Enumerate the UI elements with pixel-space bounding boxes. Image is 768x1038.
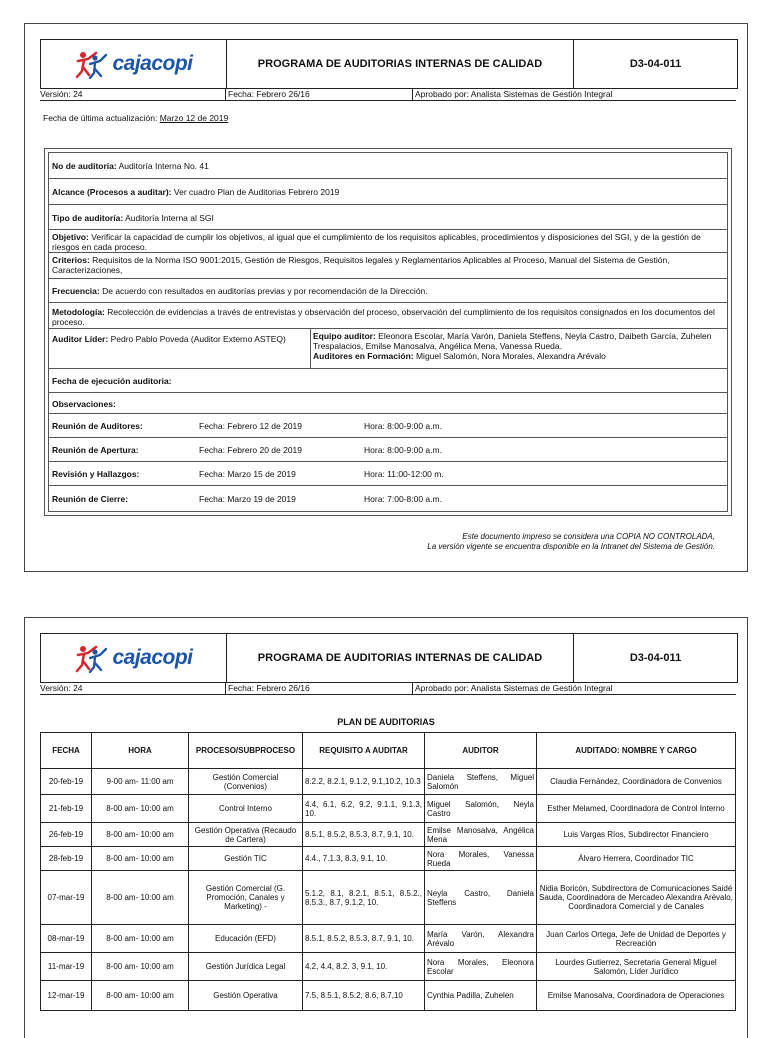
table-cell: Lourdes Gutierrez, Secretaria General Miguel Salomón, Líder Jurídico: [537, 953, 736, 981]
table-cell: 8-00 am- 10:00 am: [92, 981, 189, 1011]
table-header-row: [41, 733, 736, 769]
table-cell: 4.4, 6.1, 6.2, 9.2, 9.1.1, 9.1.3, 10.: [303, 795, 425, 823]
table-row: [41, 925, 736, 953]
audit-objective-row: Objetivo: Verificar la capacidad de cumplir los objetivos, al igual que el cumplimiento de los requisitos aplicables, procedimientos y disposiciones del SGI, y de la gestión de riesgos en cada proceso.: [49, 230, 727, 253]
table-cell: Juan Carlos Ortega, Jefe de Unidad de Deportes y Recreación: [537, 925, 736, 953]
table-cell: Gestión Operativa (Recaudo de Cartera): [189, 823, 303, 847]
version: Versión: 24: [40, 683, 83, 693]
table-cell: 12-mar-19: [41, 981, 92, 1011]
table-cell: 8-00 am- 10:00 am: [92, 953, 189, 981]
table-cell: Álvaro Herrera, Coordinador TIC: [537, 847, 736, 871]
last-update-value: Marzo 12 de 2019: [159, 113, 229, 123]
table-cell: Gestión Comercial (G. Promoción, Canales y Marketing) -: [189, 871, 303, 925]
column-header: HORA: [92, 733, 189, 769]
audit-team-row: Auditor Líder: Pedro Pablo Poveda (Auditor Externo ASTEQ) Equipo auditor: Eleonora Escolar, María Varón, Daniela Steffens, Neyla Castro, Daibeth García, Zuhelen Trespalacios, Emilse Manosalva, Angélica Mena, Vanessa Rueda. Auditores en Formación: Miguel Salomón, Nora Morales, Alexandra Arévalo: [49, 329, 727, 369]
table-cell: Neyla Castro, Daniela Steffens: [425, 871, 537, 925]
meeting-row: Revisión y Hallazgos: Fecha: Marzo 15 de 2019 Hora: 11:00-12:00 m.: [49, 462, 727, 486]
table-cell: Gestión Jurídica Legal: [189, 953, 303, 981]
table-cell: Nidia Boricón, Subdirectora de Comunicaciones Saidé Sauda, Coordinadora de Mercadeo Alexandra Arévalo, Coordinadora Comercial y de Canales: [537, 871, 736, 925]
column-header: AUDITADO: NOMBRE Y CARGO: [537, 733, 736, 769]
fecha: Fecha: Febrero 26/16: [225, 88, 310, 100]
column-header: PROCESO/SUBPROCESO: [189, 733, 303, 769]
audit-methodology-row: Metodología: Recolección de evidencias a través de entrevistas y observación del proceso, observación del cumplimiento de los requisitos consignados en los documentos del proceso.: [49, 303, 727, 329]
table-cell: 5.1.2, 8.1, 8.2.1, 8.5.1, 8.5.2., 8.5.3., 8.7, 9.1.2, 10.: [303, 871, 425, 925]
table-cell: 8-00 am- 10:00 am: [92, 795, 189, 823]
meeting-row: Reunión de Cierre: Fecha: Marzo 19 de 2019 Hora: 7:00-8:00 a.m.: [52, 494, 442, 504]
table-cell: Control Interno: [189, 795, 303, 823]
table-cell: 7.5, 8.5.1, 8.5.2, 8.6, 8.7,10: [303, 981, 425, 1011]
table-cell: 9-00 am- 11:00 am: [92, 769, 189, 795]
table-cell: 4.4., 7.1.3, 8.3, 9.1, 10.: [303, 847, 425, 871]
table-cell: 11-mar-19: [41, 953, 92, 981]
audit-type-row: Tipo de auditoría: Auditoría Interna al SGI: [49, 205, 727, 230]
aprobado: Aprobado por: Analista Sistemas de Gestión Integral: [412, 88, 613, 100]
table-cell: 8.5.1, 8.5.2, 8.5.3, 8.7, 9.1, 10.: [303, 925, 425, 953]
table-cell: Esther Melamed, Coordinadora de Control Interno: [537, 795, 736, 823]
table-cell: Miguel Salomón, Neyla Castro: [425, 795, 537, 823]
table-cell: Nora Morales, Vanessa Rueda: [425, 847, 537, 871]
audit-plan-table: [40, 732, 736, 1011]
fecha: Fecha: Febrero 26/16: [225, 682, 310, 694]
audit-observations-row: Observaciones:: [49, 393, 727, 414]
table-cell: Gestión Comercial (Convenios): [189, 769, 303, 795]
table-cell: Emilse Manosalva, Angélica Mena: [425, 823, 537, 847]
table-cell: 8.5.1, 8.5.2, 8.5.3, 8.7, 9.1, 10.: [303, 823, 425, 847]
aprobado: Aprobado por: Analista Sistemas de Gestión Integral: [412, 682, 613, 694]
table-cell: Emilse Manosalva, Coordinadora de Operaciones: [537, 981, 736, 1011]
column-header: AUDITOR: [425, 733, 537, 769]
version: Versión: 24: [40, 89, 83, 99]
table-cell: 21-feb-19: [41, 795, 92, 823]
table-cell: 8-00 am- 10:00 am: [92, 925, 189, 953]
people-logo-icon: [74, 49, 110, 79]
table-cell: Daniela Steffens, Miguel Salomón: [425, 769, 537, 795]
company-logo: [41, 634, 227, 682]
audit-criteria-row: Criterios: Requisitos de la Norma ISO 9001:2015, Gestión de Riesgos, Requisitos legales y Reglamentarios Aplicables al Proceso, Manual del Sistema de Gestión, Caracterizaciones,: [49, 253, 727, 279]
document-subheader: [40, 88, 736, 101]
table-cell: Gestión Operativa: [189, 981, 303, 1011]
document-title: PROGRAMA DE AUDITORIAS INTERNAS DE CALIDAD: [227, 634, 574, 682]
table-cell: Nora Morales, Eleonora Escolar: [425, 953, 537, 981]
table-cell: Educación (EFD): [189, 925, 303, 953]
document-page-1: [24, 23, 748, 572]
document-header: [40, 633, 738, 683]
logo-text: cajacopi: [112, 52, 193, 75]
table-cell: María Varón, Alexandra Arévalo: [425, 925, 537, 953]
plan-title: PLAN DE AUDITORIAS: [337, 717, 435, 727]
people-logo-icon: [74, 643, 110, 673]
table-cell: Cynthia Padilla, Zuhelen: [425, 981, 537, 1011]
document-code: D3-04-011: [629, 652, 682, 664]
table-row: [41, 795, 736, 823]
document-subheader: [40, 682, 736, 695]
document-code: D3-04-011: [629, 58, 682, 70]
table-cell: 8.2.2, 8.2.1, 9.1.2, 9.1,10.2, 10.3: [303, 769, 425, 795]
column-header: REQUISITO A AUDITAR: [303, 733, 425, 769]
audit-scope-row: Alcance (Procesos a auditar): Ver cuadro Plan de Auditorias Febrero 2019: [49, 179, 727, 205]
company-logo: [41, 40, 227, 88]
table-cell: Gestión TIC: [189, 847, 303, 871]
table-row: [41, 871, 736, 925]
table-cell: 8-00 am- 10:00 am: [92, 823, 189, 847]
meeting-row: Reunión de Apertura: Fecha: Febrero 20 de 2019 Hora: 8:00-9:00 a.m.: [49, 438, 727, 462]
table-row: [41, 981, 736, 1011]
table-cell: Luis Vargas Ríos, Subdirector Financiero: [537, 823, 736, 847]
table-cell: 28-feb-19: [41, 847, 92, 871]
audit-frequency-row: Frecuencia: De acuerdo con resultados en auditorías previas y por recomendación de la Dirección.: [49, 279, 727, 303]
table-row: [41, 769, 736, 795]
last-update: Fecha de última actualización: Marzo 12 de 2019: [43, 113, 229, 123]
document-footer-note: Este documento impreso se considera una COPIA NO CONTROLADA, La versión vigente se encuentra disponible en la Intranet del Sistema de Gestión.: [427, 532, 715, 551]
column-header: FECHA: [41, 733, 92, 769]
logo-text: cajacopi: [112, 646, 193, 669]
table-cell: 26-feb-19: [41, 823, 92, 847]
table-cell: Claudia Fernández, Coordinadora de Convenios: [537, 769, 736, 795]
table-row: [41, 953, 736, 981]
document-title: PROGRAMA DE AUDITORIAS INTERNAS DE CALIDAD: [227, 40, 574, 88]
audit-execution-date-row: Fecha de ejecución auditoria:: [49, 369, 727, 393]
table-cell: 8-00 am- 10:00 am: [92, 871, 189, 925]
meeting-row: Reunión de Auditores: Fecha: Febrero 12 de 2019 Hora: 8:00-9:00 a.m.: [49, 414, 727, 438]
table-cell: 8-00 am- 10:00 am: [92, 847, 189, 871]
table-cell: 07-mar-19: [41, 871, 92, 925]
table-cell: 08-mar-19: [41, 925, 92, 953]
audit-number-row: No de auditoría: Auditoría Interna No. 41: [49, 153, 727, 179]
table-row: [41, 823, 736, 847]
table-cell: 4.2, 4.4, 8.2. 3, 9.1, 10.: [303, 953, 425, 981]
table-cell: 20-feb-19: [41, 769, 92, 795]
table-row: [41, 847, 736, 871]
document-page-2: [24, 617, 748, 1038]
audit-details-box: [44, 148, 732, 516]
document-header: [40, 39, 738, 89]
